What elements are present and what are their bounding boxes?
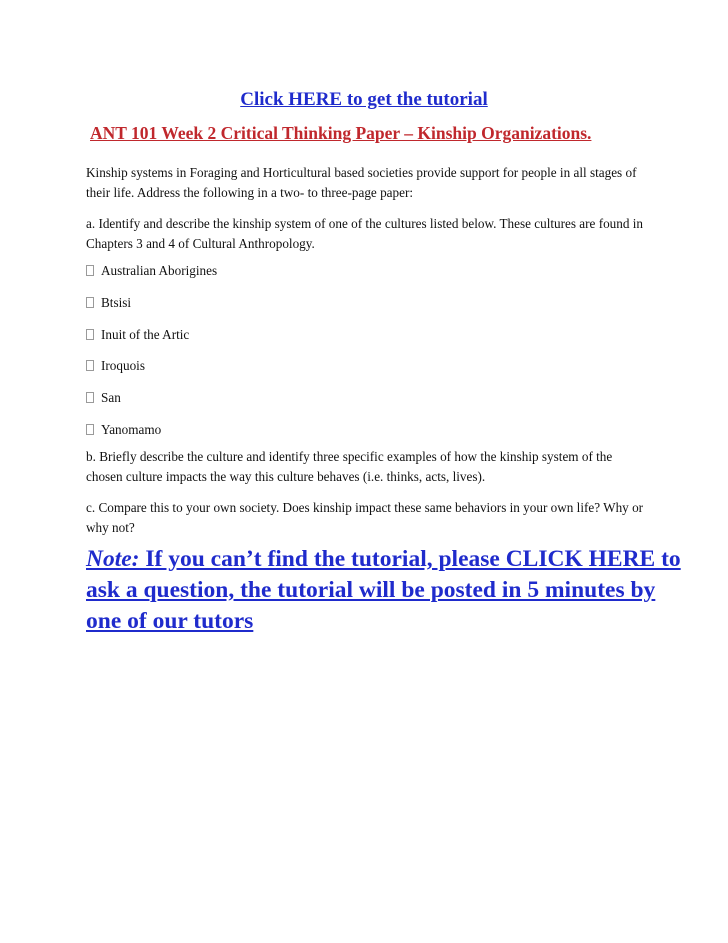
list-item (86, 295, 217, 327)
note-link[interactable] (86, 544, 686, 637)
bullet-box-icon (86, 265, 94, 276)
bullet-box-icon (86, 329, 94, 340)
note-prefix: Note: (86, 546, 140, 572)
intro-paragraph: Kinship systems in Foraging and Horticultural based societies provide support for people in all stages of their life. Address the following in a two- to three-page paper: (86, 165, 637, 200)
culture-label: Australian Aborigines (101, 263, 218, 278)
part-a-paragraph: a. Identify and describe the kinship system of one of the cultures listed below. These cultures are found in Chapters 3 and 4 of Cultural Anthropology. (86, 216, 644, 251)
bullet-box-icon (86, 360, 94, 371)
list-item (86, 358, 217, 390)
bullet-box-icon (86, 392, 94, 403)
note-text: If you can’t find the tutorial, please CLICK HERE to ask a question, the tutorial will be posted in 5 minutes by one of our tutors (86, 546, 681, 634)
bullet-box-icon (86, 297, 94, 308)
culture-label: Yanomamo (101, 421, 162, 437)
culture-label: Btsisi (101, 294, 132, 310)
list-item (86, 390, 217, 422)
bullet-box-icon (86, 424, 94, 435)
tutorial-link[interactable]: Click HERE to get the tutorial (240, 89, 488, 110)
culture-list (86, 263, 217, 454)
document-title: ANT 101 Week 2 Critical Thinking Paper – Kinship Organizations. (90, 123, 592, 143)
list-item (86, 263, 217, 295)
part-b-paragraph: b. Briefly describe the culture and identify three specific examples of how the kinship system of the chosen culture impacts the way this culture behaves (i.e. thinks, acts, lives). (86, 449, 613, 484)
culture-label: Iroquois (101, 358, 145, 374)
culture-label: Inuit of the Artic (101, 326, 190, 342)
list-item (86, 327, 217, 359)
culture-label: San (101, 390, 121, 406)
part-c-paragraph: c. Compare this to your own society. Does kinship impact these same behaviors in your own life? Why or why not? (86, 500, 644, 535)
